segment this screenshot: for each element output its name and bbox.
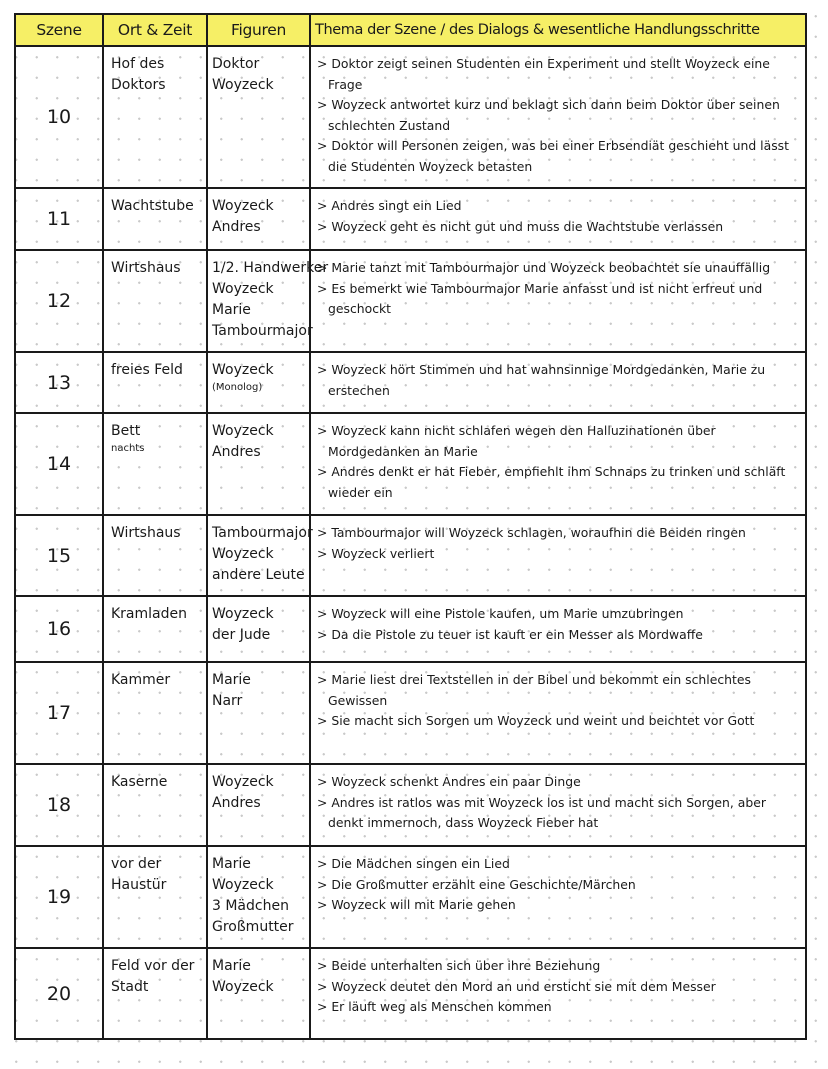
- scene-number: 12: [15, 250, 103, 352]
- character-name: Woyzeck: [212, 546, 274, 562]
- scene-place-time: [103, 46, 207, 188]
- table-row: [15, 846, 806, 948]
- place-label: Kramladen: [111, 606, 187, 622]
- scene-number: 13: [15, 352, 103, 413]
- plot-point: > Doktor will Personen zeigen, was bei einer Erbsendiät geschieht und lässt die Studenten Woyzeck betasten: [317, 136, 803, 177]
- scene-characters: [207, 413, 310, 515]
- character-name: Woyzeck: [212, 423, 274, 439]
- plot-point: > Er läuft weg als Menschen kommen: [317, 997, 803, 1018]
- character-name: Woyzeck: [212, 77, 274, 93]
- scene-number: 18: [15, 764, 103, 846]
- character-name: der Jude: [212, 627, 271, 643]
- plot-point: > Die Mädchen singen ein Lied: [317, 854, 803, 875]
- place-label: vor der Haustür: [111, 856, 167, 893]
- character-name: andere Leute: [212, 567, 305, 583]
- plot-point: > Die Großmutter erzählt eine Geschichte/Märchen: [317, 875, 803, 896]
- plot-point: > Doktor zeigt seinen Studenten ein Experiment und stellt Woyzeck eine Frage: [317, 54, 803, 95]
- scene-characters: [207, 188, 310, 250]
- plot-point: > Woyzeck will eine Pistole kaufen, um Marie umzubringen: [317, 604, 803, 625]
- place-label: Hof des Doktors: [111, 56, 166, 93]
- character-name: Doktor: [212, 56, 260, 72]
- place-label: Kammer: [111, 672, 171, 688]
- character-name: Tambourmajor: [212, 323, 313, 339]
- plot-point: > Woyzeck will mit Marie gehen: [317, 895, 803, 916]
- scene-summary: [310, 515, 806, 596]
- scene-summary: [310, 764, 806, 846]
- plot-point: > Da die Pistole zu teuer ist kauft er ein Messer als Mordwaffe: [317, 625, 803, 646]
- scene-number: 17: [15, 662, 103, 764]
- table-row: [15, 46, 806, 188]
- character-name: Andres: [212, 219, 261, 235]
- scene-summary: [310, 188, 806, 250]
- table-row: [15, 352, 806, 413]
- table-row: [15, 515, 806, 596]
- scene-characters: [207, 948, 310, 1039]
- scene-characters: [207, 352, 310, 413]
- plot-point: > Beide unterhalten sich über ihre Beziehung: [317, 956, 803, 977]
- plot-point: > Marie liest drei Textstellen in der Bibel und bekommt ein schlechtes Gewissen: [317, 670, 803, 711]
- plot-point: > Andres singt ein Lied: [317, 196, 803, 217]
- character-name: Großmutter: [212, 919, 294, 935]
- place-label: Bett: [111, 423, 141, 439]
- scene-summary: [310, 250, 806, 352]
- place-label: Wirtshaus: [111, 525, 181, 541]
- scene-summary: [310, 662, 806, 764]
- header-figuren: Figuren: [207, 14, 310, 46]
- scene-number: 16: [15, 596, 103, 662]
- place-label: Wirtshaus: [111, 260, 181, 276]
- plot-point: > Woyzeck hört Stimmen und hat wahnsinnige Mordgedanken, Marie zu erstechen: [317, 360, 803, 401]
- header-ort-zeit: Ort & Zeit: [103, 14, 207, 46]
- scene-summary: [310, 948, 806, 1039]
- character-name: Woyzeck: [212, 362, 274, 378]
- scene-place-time: [103, 764, 207, 846]
- plot-point: > Andres ist ratlos was mit Woyzeck los ist und macht sich Sorgen, aber denkt immernoch, dass Woyzeck Fieber hat: [317, 793, 803, 834]
- plot-point: > Woyzeck kann nicht schlafen wegen den Halluzinationen über Mordgedanken an Marie: [317, 421, 803, 462]
- scene-number: 14: [15, 413, 103, 515]
- character-name: Marie: [212, 302, 251, 318]
- plot-point: > Andres denkt er hat Fieber, empfiehlt ihm Schnaps zu trinken und schläft wieder ein: [317, 462, 803, 503]
- character-name: Woyzeck: [212, 877, 274, 893]
- scene-characters: [207, 846, 310, 948]
- place-label: Feld vor der Stadt: [111, 958, 195, 995]
- table-row: [15, 596, 806, 662]
- plot-point: > Woyzeck verliert: [317, 544, 803, 565]
- scene-rows: [15, 46, 806, 1039]
- plot-point: > Tambourmajor will Woyzeck schlagen, woraufhin die Beiden ringen: [317, 523, 803, 544]
- scene-summary: [310, 596, 806, 662]
- plot-point: > Sie macht sich Sorgen um Woyzeck und weint und beichtet vor Gott: [317, 711, 803, 732]
- plot-point: > Marie tanzt mit Tambourmajor und Woyzeck beobachtet sie unauffällig: [317, 258, 803, 279]
- character-name: Woyzeck: [212, 198, 274, 214]
- scene-number: 11: [15, 188, 103, 250]
- header-szene: Szene: [15, 14, 103, 46]
- table-row: [15, 764, 806, 846]
- character-name: Woyzeck: [212, 774, 274, 790]
- scene-summary: [310, 352, 806, 413]
- scene-place-time: [103, 846, 207, 948]
- character-name: Tambourmajor: [212, 525, 313, 541]
- scene-overview-sheet: [14, 13, 805, 1040]
- character-name: 3 Mädchen: [212, 898, 289, 914]
- character-name: Andres: [212, 444, 261, 460]
- scene-characters: [207, 250, 329, 352]
- character-name: Woyzeck: [212, 281, 274, 297]
- character-name: Narr: [212, 693, 243, 709]
- scene-summary: [310, 413, 806, 515]
- character-name: 1/2. Handwerker: [212, 260, 329, 276]
- scene-summary: [310, 46, 806, 188]
- scene-place-time: [103, 188, 207, 250]
- table-row: [15, 413, 806, 515]
- plot-point: > Woyzeck geht es nicht gut und muss die Wachtstube verlassen: [317, 217, 803, 238]
- place-label: Kaserne: [111, 774, 168, 790]
- scene-place-time: [103, 596, 207, 662]
- place-label: freies Feld: [111, 362, 183, 378]
- scene-number: 19: [15, 846, 103, 948]
- character-name: Woyzeck: [212, 606, 274, 622]
- table-row: [15, 662, 806, 764]
- scene-place-time: [103, 352, 207, 413]
- scene-characters: [207, 596, 310, 662]
- place-label: Wachtstube: [111, 198, 194, 214]
- header-thema: Thema der Szene / des Dialogs & wesentliche Handlungsschritte: [310, 14, 806, 46]
- scene-characters: [207, 46, 310, 188]
- scene-characters: [207, 764, 310, 846]
- character-name: Marie: [212, 672, 251, 688]
- scene-place-time: [103, 515, 207, 596]
- time-note: nachts: [111, 443, 145, 454]
- scene-number: 20: [15, 948, 103, 1039]
- monolog-note: (Monolog): [212, 382, 263, 393]
- character-name: Woyzeck: [212, 979, 274, 995]
- table-row: [15, 250, 806, 352]
- scene-characters: [207, 662, 310, 764]
- table-row: [15, 948, 806, 1039]
- character-name: Marie: [212, 958, 251, 974]
- scene-place-time: [103, 250, 207, 352]
- scene-place-time: [103, 413, 207, 515]
- scene-table: [14, 13, 807, 1040]
- plot-point: > Woyzeck schenkt Andres ein paar Dinge: [317, 772, 803, 793]
- character-name: Marie: [212, 856, 251, 872]
- plot-point: > Woyzeck antwortet kurz und beklagt sich dann beim Doktor über seinen schlechten Zustand: [317, 95, 803, 136]
- scene-place-time: [103, 662, 207, 764]
- scene-number: 15: [15, 515, 103, 596]
- character-name: Andres: [212, 795, 261, 811]
- plot-point: > Woyzeck deutet den Mord an und ersticht sie mit dem Messer: [317, 977, 803, 998]
- plot-point: > Es bemerkt wie Tambourmajor Marie anfasst und ist nicht erfreut und geschockt: [317, 279, 803, 320]
- header-row: [15, 14, 806, 46]
- scene-summary: [310, 846, 806, 948]
- scene-number: 10: [15, 46, 103, 188]
- scene-characters: [207, 515, 313, 596]
- scene-place-time: [103, 948, 207, 1039]
- table-row: [15, 188, 806, 250]
